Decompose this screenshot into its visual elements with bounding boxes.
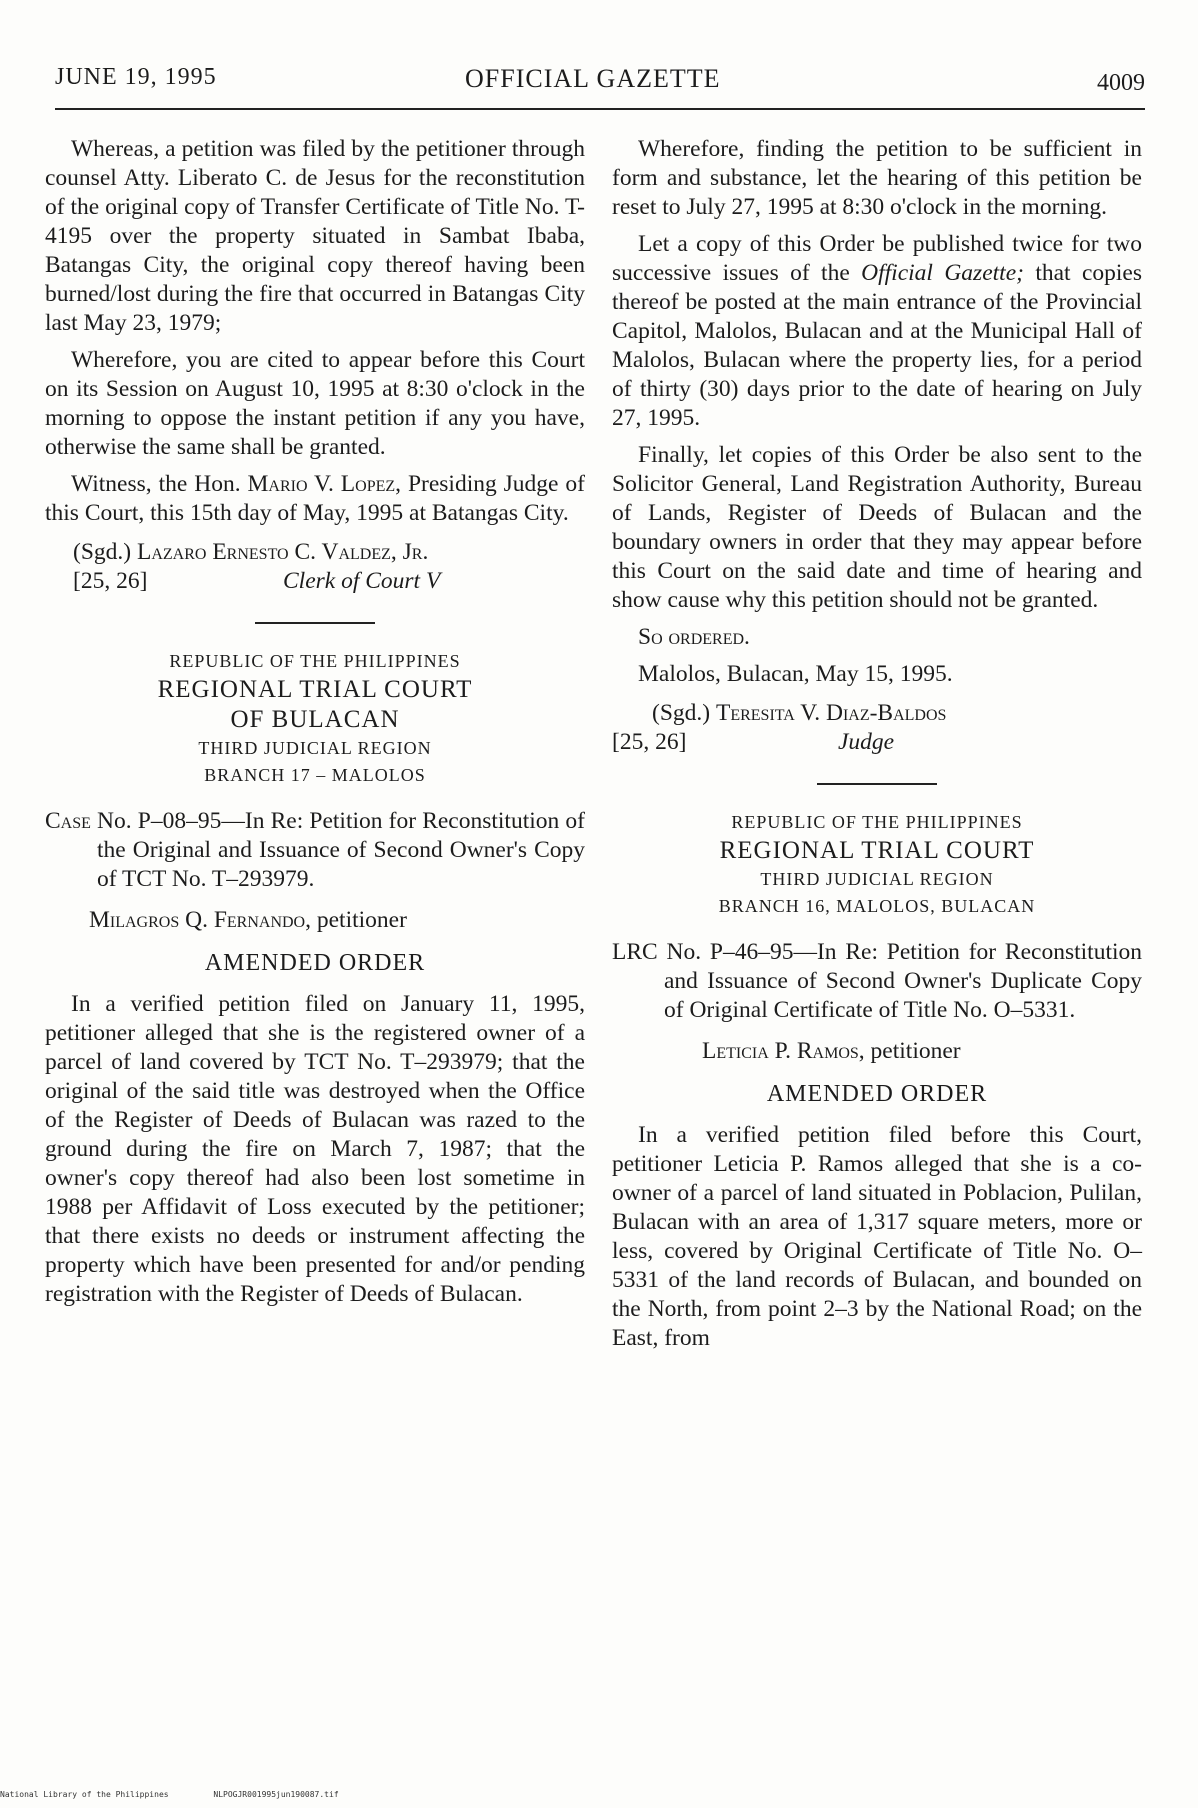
- witness-pre: Witness, the Hon.: [71, 471, 241, 497]
- left-paragraph-4: In a verified petition filed on January 11, 1995, petitioner alleged that she is the registered owner of a parcel of land covered by TCT No. T–293979; that the original of the said title was destroyed when the Office of the Register of Deeds of Bulacan was razed to the ground during the fire on March 7, 1987; that the owner's copy thereof had also been lost sometime in 1988 per Affidavit of Loss executed by the petitioner; that there exists no deeds or instrument affecting the property which have been presented for and/or pending registration with the Register of Deeds of Bulacan.: [45, 991, 585, 1307]
- case-label: Case: [45, 808, 91, 834]
- right-paragraph-1: Wherefore, finding the petition to be sufficient in form and substance, let the hearing of this petition be reset to July 27, 1995 at 8:30 o'clock in the morning.: [612, 136, 1142, 220]
- right-paragraph-4: In a verified petition filed before this Court, petitioner Leticia P. Ramos alleged that she is a co-owner of a parcel of land situated in Poblacion, Pulilan, Bulacan with an area of 1,317 square meters, more or less, covered by Original Certificate of Title No. O–5331 of the land records of Bulacan, and bounded on the North, from point 2–3 by the National Road; on the East, from: [612, 1122, 1142, 1351]
- order-title-left: AMENDED ORDER: [204, 950, 426, 976]
- court-region: THIRD JUDICIAL REGION: [198, 738, 432, 758]
- court-heading-right: [612, 809, 1142, 920]
- court-republic: REPUBLIC OF THE PHILIPPINES: [169, 651, 461, 671]
- section-divider: [817, 783, 937, 785]
- right-paragraph-3: Finally, let copies of this Order be also sent to the Solicitor General, Land Registration Authority, Bureau of Lands, Register of Deeds of Bulacan and the boundary owners in order that they may appear before this Court on the said date and time of hearing and show cause why this petition should not be granted.: [612, 442, 1142, 613]
- header-page-number: 4009: [1097, 70, 1145, 96]
- left-paragraph-3: [45, 470, 585, 528]
- case-text: No. P–08–95—In Re: Petition for Reconstitution of the Original and Issuance of Second Owner's Copy of TCT No. T–293979.: [90, 808, 585, 892]
- publication-pre: Let a copy of this Order be published twice for two successive issues of the: [612, 231, 1142, 286]
- petitioner-suffix: , petitioner: [305, 907, 407, 933]
- header-title: OFFICIAL GAZETTE: [465, 64, 721, 93]
- court-region: THIRD JUDICIAL REGION: [760, 869, 994, 889]
- publication-post: that copies thereof be posted at the main entrance of the Provincial Capitol, Malolos, Bulacan and at the Municipal Hall of Malolos, Bulacan where the property lies, for a period of thirty (30) days prior to the date of hearing on July 27, 1995.: [612, 260, 1142, 431]
- presiding-judge-name: Mario V. Lopez: [247, 471, 396, 497]
- gazette-name: Official Gazette;: [861, 260, 1024, 286]
- court-name: REGIONAL TRIAL COURT: [157, 676, 473, 703]
- court-branch: BRANCH 17 – MALOLOS: [204, 765, 426, 785]
- scan-footer: [0, 1790, 379, 1799]
- left-paragraph-1: Whereas, a petition was filed by the petitioner through counsel Atty. Liberato C. de Jesus for the reconstitution of the original copy of Transfer Certificate of Title No. T-4195 over the property situated in Sambat Ibaba, Batangas City, the original copy thereof having been burned/lost during the fire that occurred in Batangas City last May 23, 1979;: [45, 136, 585, 336]
- petitioner-name: Milagros Q. Fernando: [89, 907, 306, 933]
- signatory-role: Clerk of Court V: [283, 568, 441, 594]
- left-paragraph-2: Wherefore, you are cited to appear before this Court on its Session on August 10, 1995 at 8:30 o'clock in the morning to oppose the instant petition if any you have, otherwise the same shall be granted.: [45, 347, 585, 460]
- place-date: Malolos, Bulacan, May 15, 1995.: [638, 661, 953, 687]
- scan-filename: NLPOGJR001995jun190087.tif: [213, 1790, 339, 1799]
- witness-post: , Presiding Judge of this Court, this 15th day of May, 1995 at Batangas City.: [45, 471, 585, 526]
- signatory-name: Lazaro Ernesto C. Valdez, Jr.: [136, 539, 429, 565]
- right-column: [612, 135, 1142, 1361]
- court-name: REGIONAL TRIAL COURT: [719, 837, 1035, 864]
- petitioner-line-left: [45, 906, 585, 935]
- petitioner-line-right: [612, 1037, 1142, 1066]
- case-caption-right: LRC No. P–46–95—In Re: Petition for Reconstitution and Issuance of Second Owner's Duplicate Copy of Original Certificate of Title No. O–5331.: [612, 939, 1142, 1023]
- signatory-role: Judge: [838, 729, 895, 755]
- header-date: JUNE 19, 1995: [55, 64, 217, 90]
- left-column: [45, 135, 585, 1317]
- court-republic: REPUBLIC OF THE PHILIPPINES: [731, 812, 1023, 832]
- case-caption-left: [45, 807, 585, 894]
- header-rule: [55, 108, 1145, 110]
- right-paragraph-2: [612, 230, 1142, 433]
- petitioner-suffix: , petitioner: [858, 1038, 961, 1064]
- page-header: [55, 62, 1145, 102]
- signatory-name: Teresita V. Diaz-Baldos: [715, 700, 947, 726]
- signature-block-clerk: [45, 538, 585, 596]
- sgd-label: (Sgd.): [652, 700, 711, 726]
- library-credit: National Library of the Philippines: [0, 1790, 169, 1799]
- sgd-label: (Sgd.): [73, 539, 132, 565]
- section-divider: [255, 622, 375, 624]
- court-province: OF BULACAN: [230, 706, 400, 733]
- court-branch: BRANCH 16, MALOLOS, BULACAN: [718, 896, 1036, 916]
- issue-reference: [25, 26]: [612, 729, 687, 755]
- order-title-right: AMENDED ORDER: [766, 1081, 988, 1107]
- so-ordered: So ordered.: [638, 624, 750, 650]
- petitioner-name: Leticia P. Ramos: [702, 1038, 859, 1064]
- signature-block-judge: [612, 699, 1142, 757]
- court-heading-left: [45, 648, 585, 789]
- issue-reference: [25, 26]: [73, 568, 148, 594]
